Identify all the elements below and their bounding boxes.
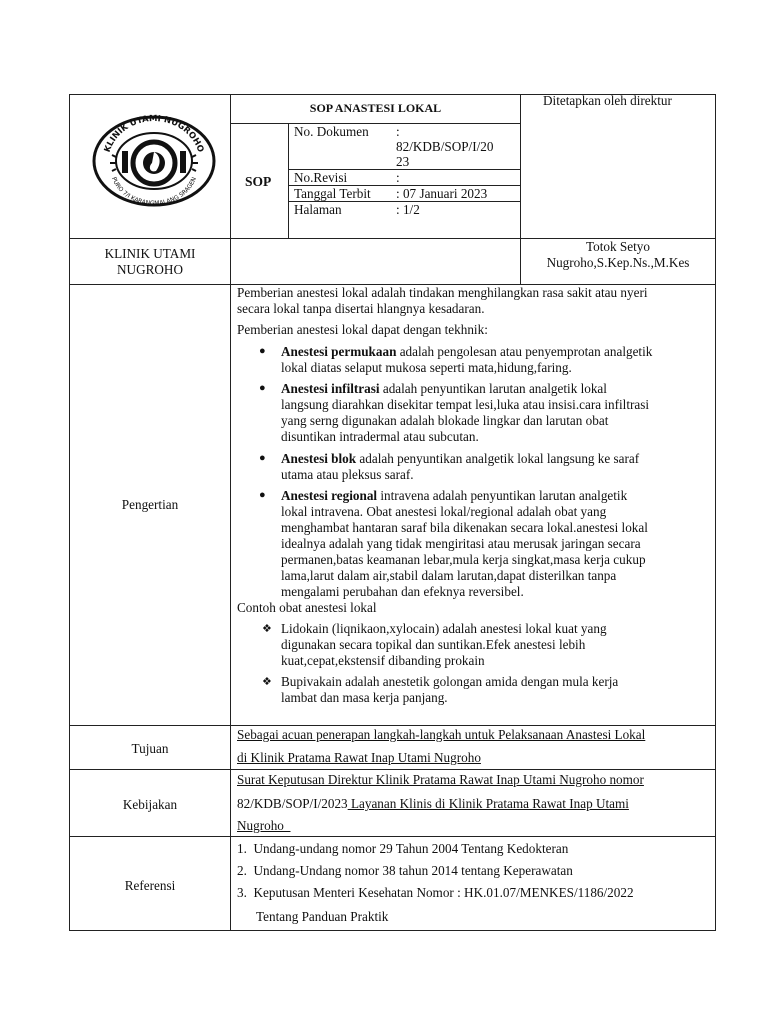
bullet-1-text: adalah pengolesan atau penyemprotan analgetik	[396, 344, 653, 359]
sop-label: SOP	[245, 174, 272, 189]
director-name-line-2: Nugroho,S.Kep.Ns.,M.Kes	[546, 255, 690, 270]
no-revisi-label: No.Revisi	[294, 170, 348, 185]
table-line-pengertian-bottom	[69, 725, 716, 726]
tanggal-terbit-label: Tanggal Terbit	[294, 186, 371, 201]
referensi-item-3: 3. Keputusan Menteri Kesehatan Nomor : HK.01.07/MENKES/1186/2022	[237, 885, 634, 900]
no-dokumen-label: No. Dokumen	[294, 124, 369, 139]
kebijakan-label: Kebijakan	[122, 797, 178, 812]
bullet-1-term: Anestesi permukaan	[281, 344, 397, 359]
contoh-obat-heading: Contoh obat anestesi lokal	[237, 600, 377, 615]
director-name-line-1: Totok Setyo	[586, 239, 650, 254]
bullet-4-line-4: idealnya adalah yang tidak mengiritasi atau merusak jaringan secara	[281, 536, 641, 551]
pengertian-intro-line-3: Pemberian anestesi lokal dapat dengan tekhnik:	[237, 322, 488, 337]
kebijakan-line-2	[237, 796, 629, 812]
diamond-bullet-icon: ❖	[262, 622, 272, 635]
bullet-3-term: Anestesi blok	[281, 451, 357, 466]
kebijakan-layanan: Layanan Klinis di Klinik Pratama Rawat Inap Utami	[347, 796, 629, 811]
bullet-2-text: adalah penyuntikan larutan analgetik lokal	[379, 381, 607, 396]
pengertian-label: Pengertian	[121, 497, 179, 512]
bullet-2-line-3: yang serng digunakan adalah blokade lingkar dan larutan obat	[281, 413, 609, 428]
referensi-item-1: 1. Undang-undang nomor 29 Tahun 2004 Tentang Kedokteran	[237, 841, 569, 856]
no-dokumen-value-2: 23	[396, 154, 410, 169]
bullet-4-line-6: lama,larut dalam air,stabil dalam larutan,dapat disterilkan tanpa	[281, 568, 617, 583]
bullet-4-text: intravena adalah penyuntikan larutan analgetik	[377, 488, 628, 503]
bullet-4-term: Anestesi regional	[281, 488, 378, 503]
bullet-2-line-1	[281, 381, 607, 397]
bullet-4-line-7: mengalami perubahan dan efeknya reversibel.	[281, 584, 524, 599]
ditetapkan-label: Ditetapkan oleh direktur	[543, 93, 672, 108]
bullet-4-line-5: permanen,batas keamanan lebar,mula kerja singkat,masa kerja cukup	[281, 552, 646, 567]
bullet-4-line-1	[281, 488, 627, 504]
bullet-2-line-2: langsung diarahkan disekitar tempat lesi,luka atau insisi.cara infiltrasi	[281, 397, 650, 412]
drug-1-line-3: kuat,cepat,ekstensif dibanding prokain	[281, 653, 485, 668]
clinic-logo	[90, 111, 218, 207]
bullet-3-line-1	[281, 451, 639, 467]
drug-1-line-1: Lidokain (liqnikaon,xylocain) adalah anestesi lokal kuat yang	[281, 621, 607, 636]
table-border-bottom	[69, 930, 716, 931]
bullet-4-line-3: menghambat hantaran saraf bila dikenakan secara lokal.anestesi lokal	[281, 520, 648, 535]
referensi-label: Referensi	[124, 878, 176, 893]
logo-top-text: KLINIK UTAMI NUGROHO	[102, 113, 206, 154]
tujuan-label: Tujuan	[131, 741, 169, 756]
table-line-col1	[230, 94, 231, 931]
table-line-kebijakan-bottom	[69, 836, 716, 837]
bullet-dot: ●	[259, 345, 266, 357]
drug-1-line-2: digunakan secara topikal dan suntikan.Efek anestesi lebih	[281, 637, 586, 652]
svg-text:PURO 7/I KARANGMALANG SRAGEN	[110, 176, 198, 207]
tanggal-terbit-value: : 07 Januari 2023	[396, 186, 488, 201]
kebijakan-line-3: Nugroho	[237, 818, 291, 833]
tujuan-line-1: Sebagai acuan penerapan langkah-langkah untuk Pelaksanaan Anastesi Lokal	[237, 727, 646, 742]
bullet-1-line-1	[281, 344, 652, 360]
bullet-dot: ●	[259, 452, 266, 464]
bullet-4-line-2: lokal intravena. Obat anestesi lokal/regional adalah obat yang	[281, 504, 607, 519]
kebijakan-nomor: 82/KDB/SOP/I/2023	[237, 796, 348, 811]
clinic-name-line-1: KLINIK UTAMI	[104, 246, 196, 261]
no-revisi-colon: :	[396, 170, 400, 185]
no-dokumen-value-1: 82/KDB/SOP/I/20	[396, 139, 494, 154]
drug-2-line-1: Bupivakain adalah anestetik golongan amida dengan mula kerja	[281, 674, 619, 689]
header-sop-divider	[288, 123, 289, 239]
drug-2-line-2: lambat dan masa kerja panjang.	[281, 690, 448, 705]
halaman-label: Halaman	[294, 202, 342, 217]
referensi-item-3-continued: Tentang Panduan Praktik	[256, 909, 389, 924]
bullet-1-line-2: lokal diatas selaput mukosa seperti mata,hidung,faring.	[281, 360, 572, 375]
bullet-3-text: adalah penyuntikan analgetik lokal langsung ke saraf	[356, 451, 640, 466]
logo-bottom-text: PURO 7/I KARANGMALANG SRAGEN	[110, 176, 199, 207]
header-title-bottom	[230, 123, 521, 124]
diamond-bullet-icon: ❖	[262, 675, 272, 688]
clinic-name-line-2: NUGROHO	[117, 262, 183, 277]
pengertian-intro-line-2: secara lokal tanpa disertai hlangnya kesadaran.	[237, 301, 485, 316]
table-border-right	[715, 94, 716, 931]
kebijakan-line-1: Surat Keputusan Direktur Klinik Pratama Rawat Inap Utami Nugroho nomor	[237, 772, 644, 787]
table-line-tujuan-bottom	[69, 769, 716, 770]
sop-title: SOP ANASTESI LOKAL	[309, 101, 442, 115]
halaman-value: : 1/2	[396, 202, 420, 217]
bullet-2-line-4: disuntikan intradermal atau subcutan.	[281, 429, 479, 444]
bullet-2-term: Anestesi infiltrasi	[281, 381, 380, 396]
bullet-dot: ●	[259, 382, 266, 394]
pengertian-intro-line-1: Pemberian anestesi lokal adalah tindakan menghilangkan rasa sakit atau nyeri	[237, 285, 648, 300]
bullet-dot: ●	[259, 489, 266, 501]
tujuan-line-2: di Klinik Pratama Rawat Inap Utami Nugroho	[237, 750, 481, 765]
bullet-3-line-2: utama atau pleksus saraf.	[281, 467, 414, 482]
no-dokumen-colon: :	[396, 124, 400, 139]
referensi-item-2: 2. Undang-Undang nomor 38 tahun 2014 tentang Keperawatan	[237, 863, 573, 878]
